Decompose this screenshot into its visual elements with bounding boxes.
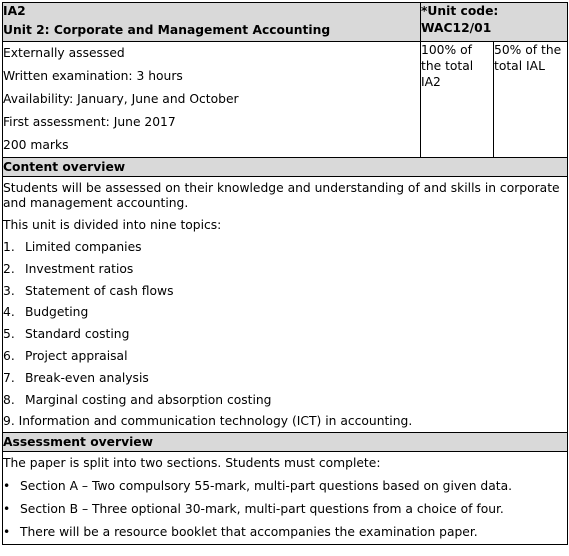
unit-id: IA2 xyxy=(3,4,26,18)
weight-ial: 50% of the total IAL xyxy=(494,43,562,73)
assessment-overview-cell xyxy=(3,452,568,545)
unit-spec-table xyxy=(2,2,568,545)
content-body-row xyxy=(3,177,568,433)
unit-code: WAC12/01 xyxy=(421,21,492,35)
topic-item xyxy=(3,367,567,389)
unit-title-cell xyxy=(3,3,421,42)
bullet-icon: • xyxy=(3,525,11,540)
content-overview-heading: Content overview xyxy=(3,158,568,177)
topic-label: Break-even analysis xyxy=(25,370,149,385)
info-line: Externally assessed xyxy=(3,46,125,60)
topic-item xyxy=(3,301,567,323)
info-line: Availability: January, June and October xyxy=(3,92,239,106)
topic-number: 3. xyxy=(3,283,15,298)
topic-number: 8. xyxy=(3,392,15,407)
topic-item xyxy=(3,389,567,411)
unit-title: Unit 2: Corporate and Management Accounting xyxy=(3,23,331,37)
assessment-body-row xyxy=(3,452,568,545)
topic-label: Investment ratios xyxy=(25,261,134,276)
topic-number: 4. xyxy=(3,305,15,320)
info-line: Written examination: 3 hours xyxy=(3,69,183,83)
content-intro: Students will be assessed on their knowledge and understanding of and skills in corporate and management accounting. xyxy=(3,181,560,210)
bullet-icon: • xyxy=(3,479,11,494)
topic-item-9: 9. Information and communication technology (ICT) in accounting. xyxy=(3,414,413,429)
bullet-item xyxy=(3,521,567,544)
topic-number: 2. xyxy=(3,261,15,276)
info-line: 200 marks xyxy=(3,138,69,152)
bullet-text: Section B – Three optional 30-mark, multi-part questions from a choice of four. xyxy=(20,502,504,517)
topic-item xyxy=(3,258,567,280)
assessment-intro: The paper is split into two sections. Students must complete: xyxy=(3,456,381,471)
topic-number: 1. xyxy=(3,240,15,254)
header-row xyxy=(3,3,568,42)
topic-label: Project appraisal xyxy=(25,348,128,363)
content-overview-cell xyxy=(3,177,568,433)
content-heading-row xyxy=(3,158,568,177)
bullet-text: There will be a resource booklet that accompanies the examination paper. xyxy=(20,525,478,540)
topic-item xyxy=(3,280,567,302)
topic-number: 5. xyxy=(3,327,15,342)
assessment-overview-heading: Assessment overview xyxy=(3,433,568,452)
topic-label: Budgeting xyxy=(25,305,89,320)
bullet-item xyxy=(3,475,567,498)
weight-ias: 100% of the total IA2 xyxy=(421,43,474,89)
info-line: First assessment: June 2017 xyxy=(3,115,176,129)
info-row xyxy=(3,42,568,158)
topic-label: Limited companies xyxy=(25,240,142,254)
unit-code-cell xyxy=(421,3,568,42)
topic-item xyxy=(3,236,567,258)
topics-intro: This unit is divided into nine topics: xyxy=(3,218,222,232)
unit-code-label: *Unit code: xyxy=(421,4,499,18)
topic-item xyxy=(3,323,567,345)
assessment-heading-row xyxy=(3,433,568,452)
topic-number: 6. xyxy=(3,348,15,363)
topic-label: Standard costing xyxy=(25,327,130,342)
topic-number: 7. xyxy=(3,370,15,385)
bullet-icon: • xyxy=(3,502,11,517)
bullet-text: Section A – Two compulsory 55-mark, multi-part questions based on given data. xyxy=(20,479,513,494)
weight-ial-cell xyxy=(494,42,568,158)
topic-item xyxy=(3,345,567,367)
bullet-item xyxy=(3,498,567,521)
topic-label: Marginal costing and absorption costing xyxy=(25,392,272,407)
topic-label: Statement of cash flows xyxy=(25,283,174,298)
weight-ias-cell xyxy=(421,42,494,158)
assessment-info-cell xyxy=(3,42,421,158)
